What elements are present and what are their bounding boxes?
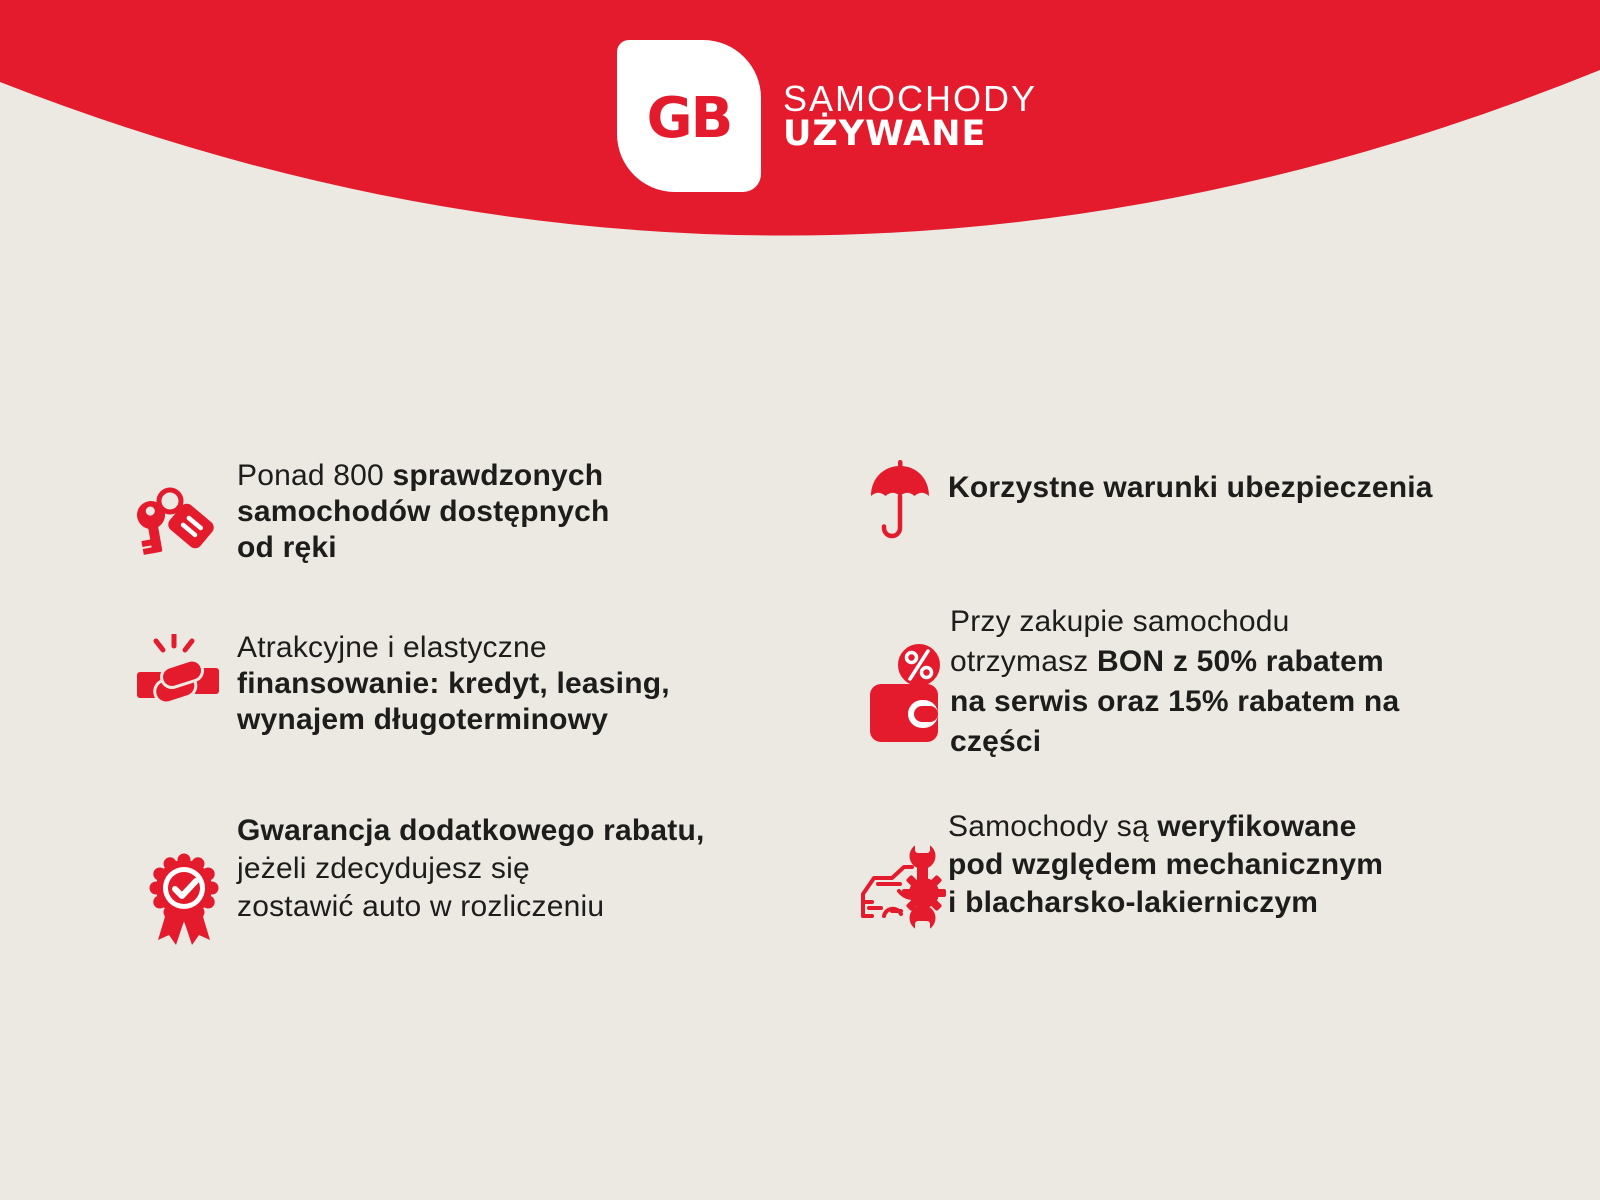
text-line: Przy zakupie samochodu — [950, 605, 1290, 638]
umbrella-icon — [868, 460, 932, 546]
brand-logo-monogram: GB — [646, 85, 732, 151]
text-line: części — [950, 725, 1042, 758]
benefit-text — [237, 812, 705, 926]
text-line: jeżeli zdecydujesz się — [237, 852, 530, 885]
handshake-icon — [137, 634, 219, 716]
benefit-text — [237, 630, 670, 738]
header-banner-curve — [0, 0, 1600, 400]
text-line: Gwarancja dodatkowego rabatu, — [237, 814, 705, 847]
benefit-item-inventory — [237, 458, 610, 566]
brand-logo — [617, 40, 761, 192]
benefit-text — [948, 808, 1383, 922]
benefit-text — [237, 458, 610, 566]
text-line: od ręki — [237, 531, 337, 564]
brand-wordmark-line2: UŻYWANE — [783, 114, 987, 154]
wallet-percent-icon — [868, 640, 946, 744]
benefit-item-service-voucher — [950, 602, 1399, 762]
text-line: finansowanie: kredyt, leasing, — [237, 667, 670, 700]
key-tag-icon — [134, 484, 220, 558]
benefit-item-financing — [237, 630, 670, 738]
text-line: Korzystne warunki ubezpieczenia — [948, 471, 1433, 504]
text-line: na serwis oraz 15% rabatem na — [950, 685, 1400, 718]
benefit-item-verification — [948, 808, 1383, 922]
benefit-item-insurance — [948, 470, 1433, 506]
text-line: samochodów dostępnych — [237, 495, 610, 528]
benefit-text — [948, 470, 1433, 506]
text-line: wynajem długoterminowy — [237, 703, 609, 736]
text-line: i blacharsko-lakierniczym — [948, 886, 1319, 919]
text-line: Samochody są weryfikowane — [948, 810, 1357, 843]
benefit-text — [950, 602, 1399, 762]
brand-wordmark-line1: SAMOCHODY — [783, 78, 1038, 119]
text-line: pod względem mechanicznym — [948, 848, 1384, 881]
text-line: Atrakcyjne i elastyczne — [237, 631, 547, 664]
text-line: zostawić auto w rozliczeniu — [237, 890, 605, 923]
text-line: Ponad 800 sprawdzonych — [237, 459, 604, 492]
car-wrench-icon — [854, 840, 946, 934]
benefit-item-discount-guarantee — [237, 812, 705, 926]
text-line: otrzymasz BON z 50% rabatem — [950, 645, 1384, 678]
medal-check-icon — [145, 850, 223, 946]
